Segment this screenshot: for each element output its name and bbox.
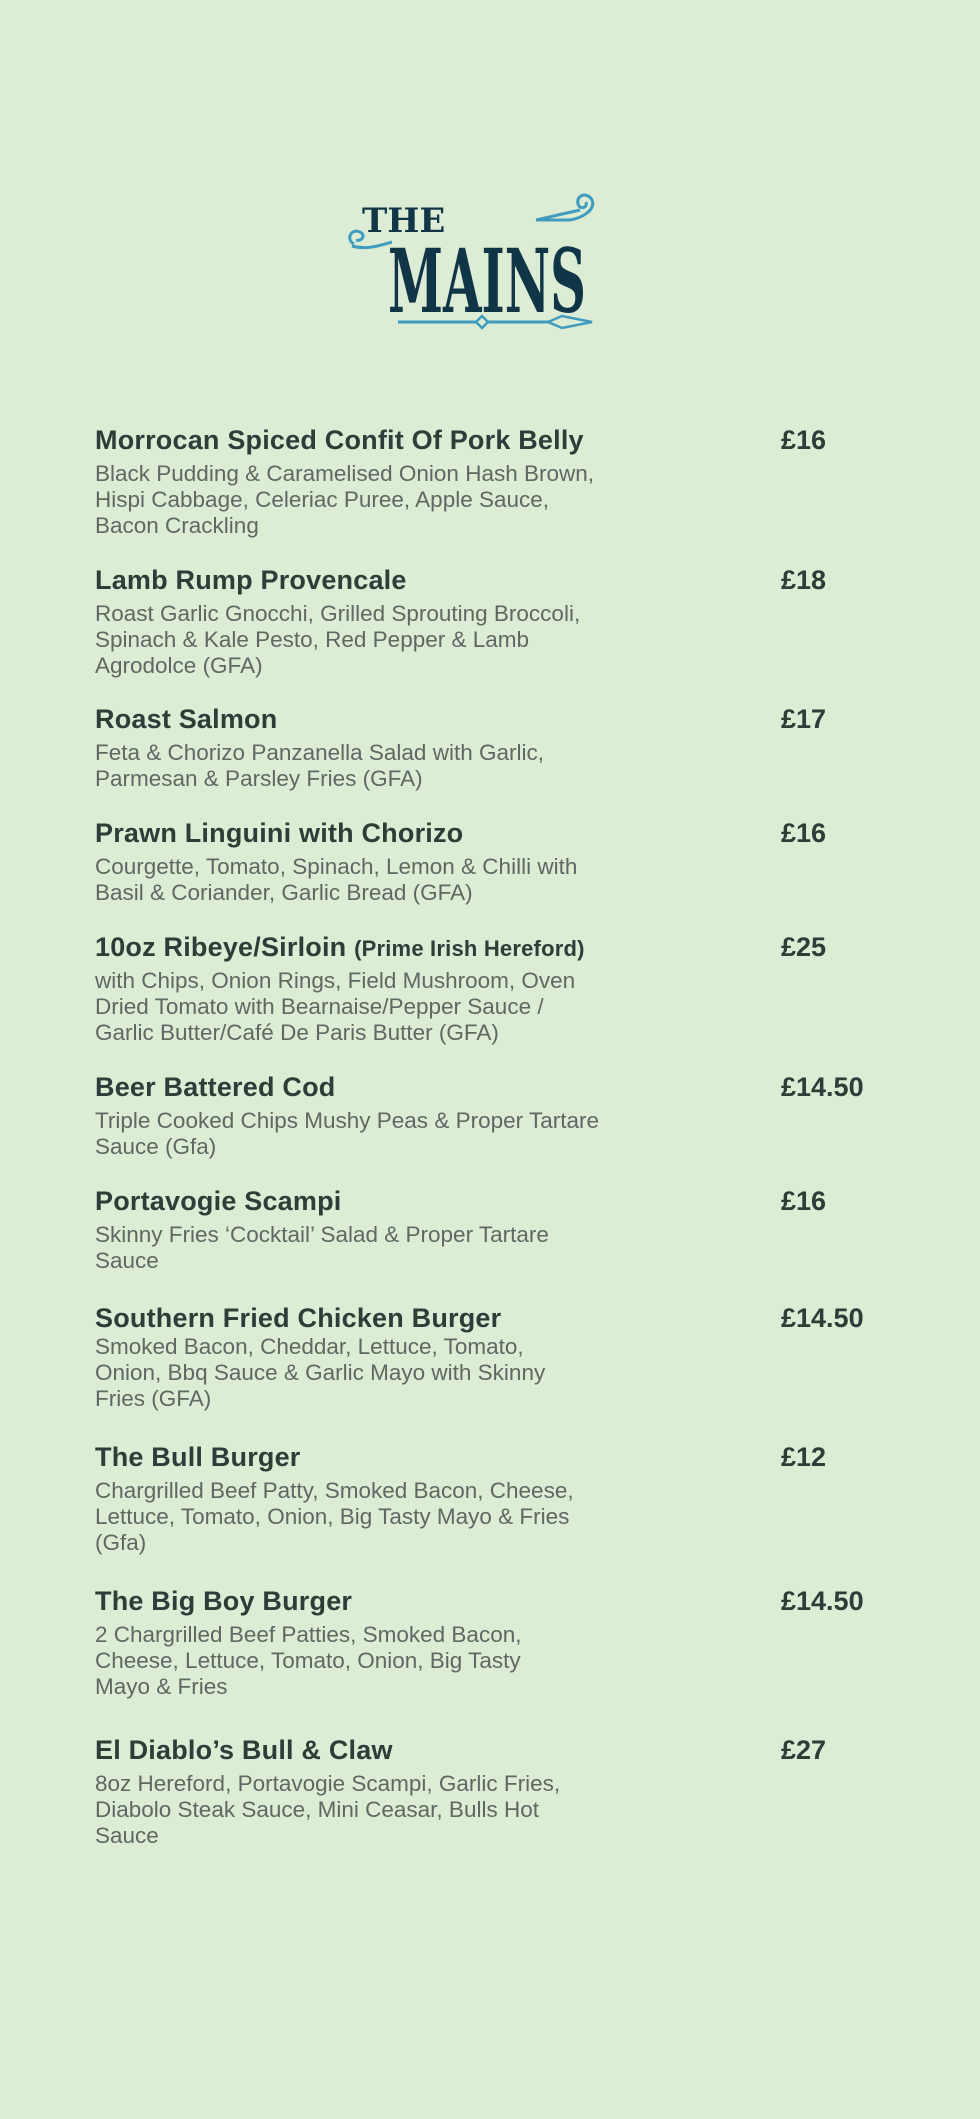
the-mains-logo	[348, 190, 608, 335]
item-description: 2 Chargrilled Beef Patties, Smoked Bacon, Cheese, Lettuce, Tomato, Onion, Big Tasty Mayo & Fries	[95, 1622, 522, 1699]
item-name: The Bull Burger	[95, 1442, 301, 1472]
item-price: £25	[781, 932, 827, 962]
item-price: £16	[781, 425, 827, 455]
item-description: Triple Cooked Chips Mushy Peas & Proper Tartare Sauce (Gfa)	[95, 1108, 599, 1159]
item-price: £16	[781, 1186, 827, 1216]
item-name: El Diablo’s Bull & Claw	[95, 1735, 393, 1765]
item-price: £14.50	[781, 1303, 864, 1333]
item-name: The Big Boy Burger	[95, 1586, 353, 1616]
item-price: £12	[781, 1442, 827, 1472]
item-note: (Prime Irish Hereford)	[354, 936, 585, 961]
item-description: Chargrilled Beef Patty, Smoked Bacon, Cheese, Lettuce, Tomato, Onion, Big Tasty Mayo & Fries (Gfa)	[95, 1478, 574, 1555]
item-description: Courgette, Tomato, Spinach, Lemon & Chilli with Basil & Coriander, Garlic Bread (GFA)	[95, 854, 578, 905]
logo-word-large: MAINS	[388, 229, 586, 333]
item-description: 8oz Hereford, Portavogie Scampi, Garlic Fries, Diabolo Steak Sauce, Mini Ceasar, Bulls Hot Sauce	[95, 1771, 561, 1848]
item-name: Southern Fried Chicken Burger	[95, 1303, 502, 1333]
item-price: £18	[781, 565, 827, 595]
logo-word-small: THE	[362, 201, 446, 241]
item-name: 10oz Ribeye/Sirloin	[95, 932, 347, 962]
item-price: £14.50	[781, 1586, 864, 1616]
item-description: Feta & Chorizo Panzanella Salad with Garlic, Parmesan & Parsley Fries (GFA)	[95, 740, 544, 791]
item-name: Lamb Rump Provencale	[95, 565, 407, 595]
item-price: £14.50	[781, 1072, 864, 1102]
item-name-line	[95, 931, 585, 965]
item-description: Roast Garlic Gnocchi, Grilled Sprouting Broccoli, Spinach & Kale Pesto, Red Pepper & Lamb Agrodolce (GFA)	[95, 601, 581, 678]
item-price: £16	[781, 818, 827, 848]
item-name: Beer Battered Cod	[95, 1072, 336, 1102]
item-description: Smoked Bacon, Cheddar, Lettuce, Tomato, Onion, Bbq Sauce & Garlic Mayo with Skinny Fries (GFA)	[95, 1334, 546, 1411]
item-name: Prawn Linguini with Chorizo	[95, 818, 464, 848]
item-name: Roast Salmon	[95, 704, 278, 734]
item-name: Portavogie Scampi	[95, 1186, 342, 1216]
item-price: £17	[781, 704, 827, 734]
item-description: with Chips, Onion Rings, Field Mushroom, Oven Dried Tomato with Bearnaise/Pepper Sauce / Garlic Butter/Café De Paris Butter (GFA)	[95, 968, 576, 1045]
item-description: Skinny Fries ‘Cocktail’ Salad & Proper Tartare Sauce	[95, 1222, 549, 1273]
item-description: Black Pudding & Caramelised Onion Hash Brown, Hispi Cabbage, Celeriac Puree, Apple Sauce, Bacon Crackling	[95, 461, 594, 538]
item-price: £27	[781, 1735, 827, 1765]
item-name: Morrocan Spiced Confit Of Pork Belly	[95, 425, 584, 455]
